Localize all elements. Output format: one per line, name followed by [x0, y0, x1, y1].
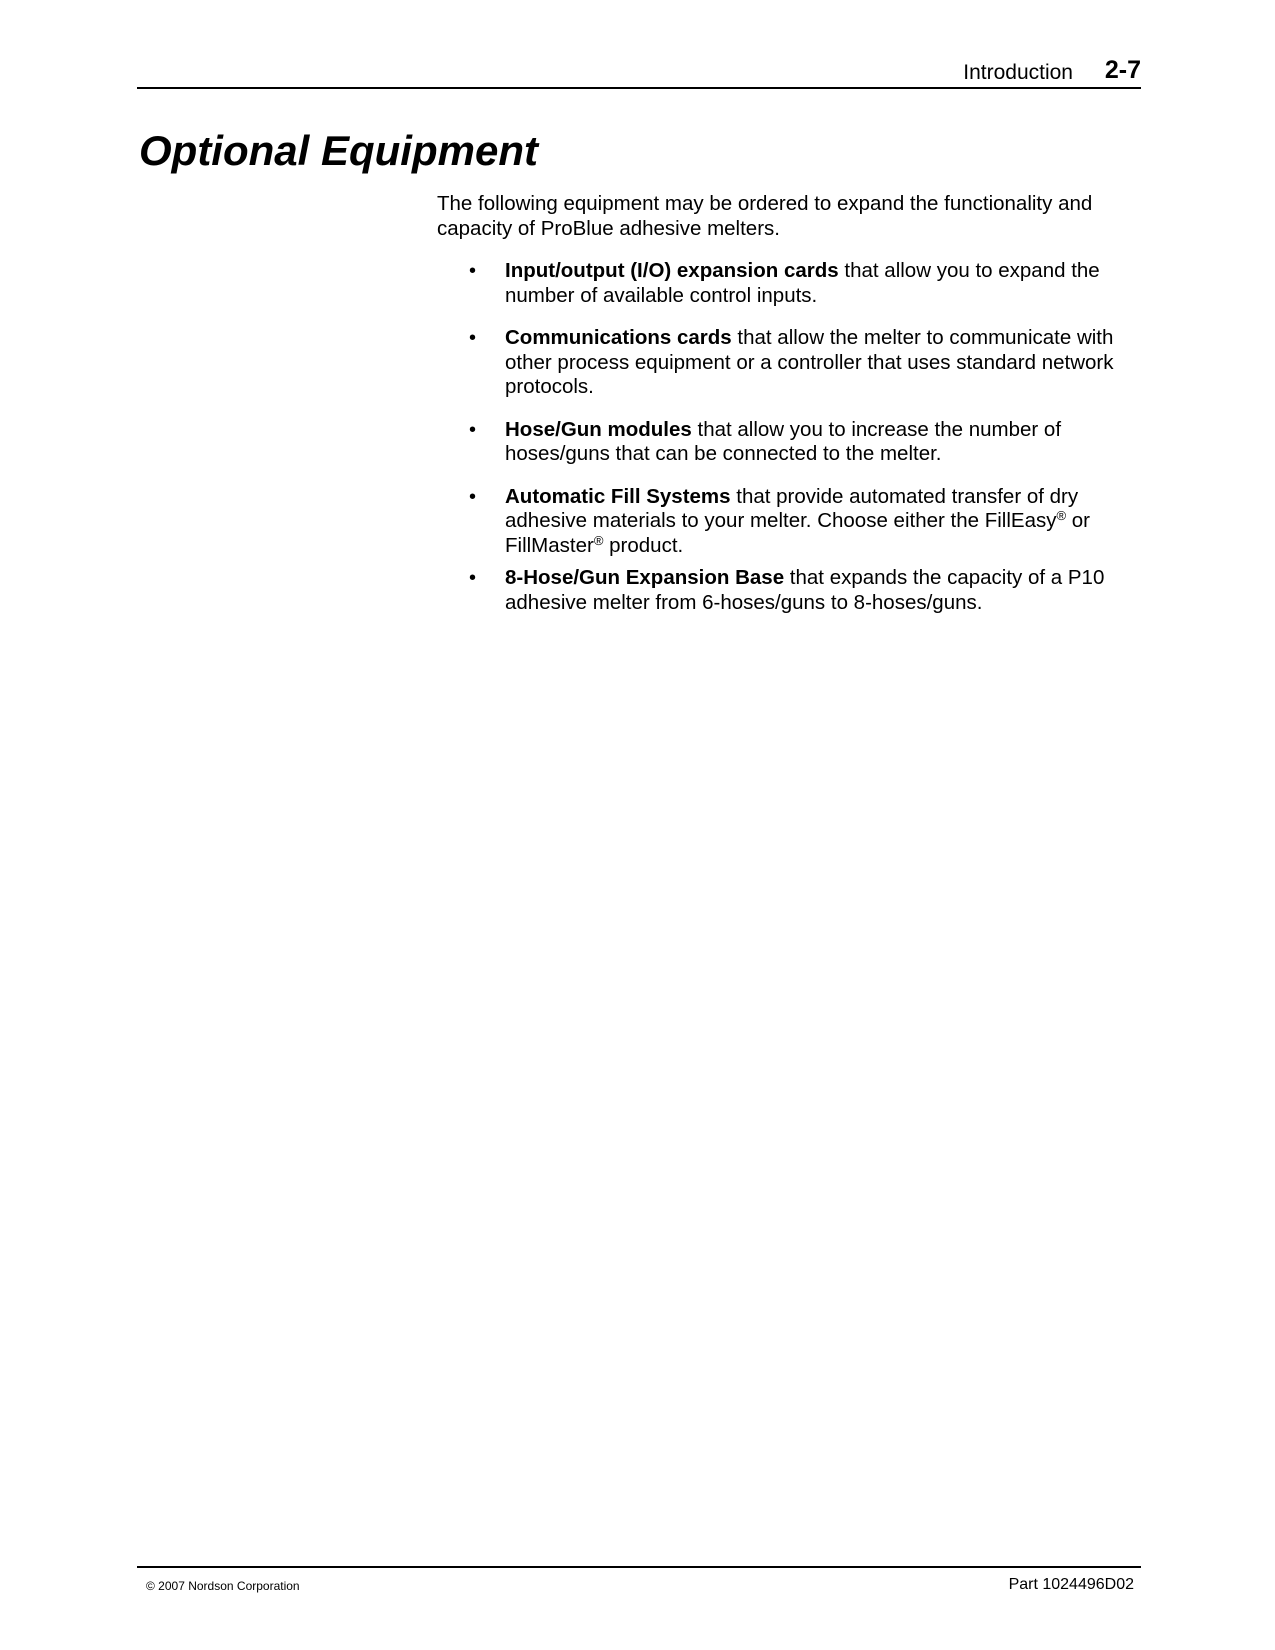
bullet-icon: •: [469, 418, 477, 441]
equipment-list: [437, 259, 1137, 615]
item-term: 8-Hose/Gun Expansion Base: [505, 566, 785, 589]
page-header: [137, 52, 1141, 89]
header-page-number: 2-7: [1104, 56, 1141, 84]
header-section-label: Introduction: [963, 61, 1073, 84]
bullet-icon: •: [469, 485, 477, 508]
list-item: [437, 259, 1137, 308]
registered-mark: ®: [593, 532, 604, 548]
page-footer: [137, 1566, 1141, 1608]
item-text: that expands the capacity of a P10 adhesive melter from 6-hoses/guns to 8-hoses/guns.: [505, 566, 1105, 614]
item-text: or FillMaster: [505, 509, 1091, 557]
page-title: Optional Equipment: [139, 127, 538, 174]
item-text: that allow you to increase the number of hoses/guns that can be connected to the melter.: [505, 417, 1062, 465]
list-item: [437, 326, 1137, 400]
item-text: that provide automated transfer of dry adhesive materials to your melter. Choose either the FillEasy: [505, 484, 1079, 532]
bullet-icon: •: [469, 327, 477, 349]
footer-part-number: Part 1024496D02: [1008, 1576, 1134, 1593]
bullet-icon: •: [469, 567, 477, 589]
item-term: Communications cards: [505, 326, 732, 349]
registered-mark: ®: [1056, 508, 1067, 523]
list-item: [437, 566, 1137, 615]
list-item: [437, 485, 1137, 559]
footer-copyright: © 2007 Nordson Corporation: [146, 1579, 300, 1593]
item-text: product.: [603, 533, 684, 557]
bullet-icon: •: [469, 260, 477, 282]
item-term: Input/output (I/O) expansion cards: [505, 259, 839, 282]
intro-paragraph: The following equipment may be ordered to expand the functionality and capacity of ProBlue adhesive melters.: [437, 192, 1093, 240]
item-text: that allow the melter to communicate with other process equipment or a controller that uses standard network protocols.: [505, 326, 1114, 398]
item-text: that allow you to expand the number of available control inputs.: [505, 259, 1100, 307]
item-term: Hose/Gun modules: [505, 417, 692, 441]
item-term: Automatic Fill Systems: [505, 484, 731, 508]
body-column: [437, 192, 1137, 633]
list-item: [437, 418, 1137, 467]
